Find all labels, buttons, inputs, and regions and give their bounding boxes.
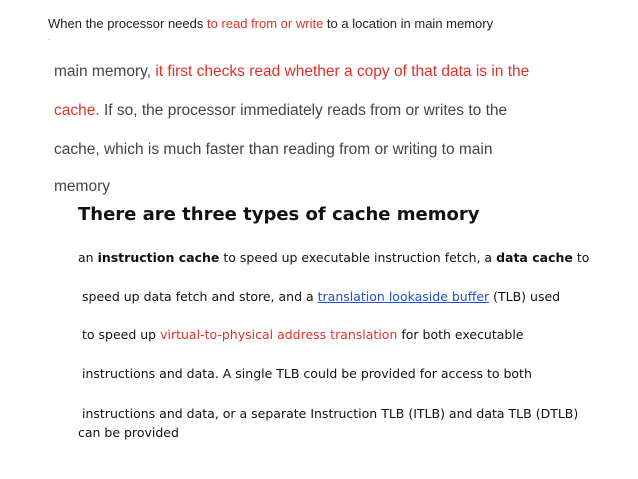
p2-l3-text-c: for both executable: [397, 327, 524, 342]
paragraph2-line1: [78, 250, 589, 265]
p2-l1-text-a: an: [78, 250, 98, 265]
header-mark: .: [48, 32, 51, 42]
p2-l2-text-a: speed up data fetch and store, and a: [82, 289, 318, 304]
p2-l1-text-c: to speed up executable instruction fetch, a: [219, 250, 497, 265]
p2-l1-text-e: to: [572, 250, 590, 265]
p1-l1-text: main memory,: [54, 63, 156, 80]
p1-l1-highlight: it first checks read whether a copy of that data is in the: [155, 63, 530, 80]
paragraph2-line2: [82, 289, 560, 304]
paragraph1-line2: [54, 102, 507, 120]
paragraph1-line3: cache, which is much faster than reading from or writing to main: [54, 141, 493, 158]
paragraph2-line6: can be provided: [78, 425, 179, 440]
paragraph1-line4: memory: [54, 178, 110, 195]
p2-l2-text-c: (TLB) used: [489, 289, 561, 304]
tlb-link[interactable]: translation lookaside buffer: [317, 289, 490, 304]
paragraph2-line4: instructions and data. A single TLB could be provided for access to both: [82, 366, 532, 381]
address-translation-highlight: virtual-to-physical address translation: [160, 327, 398, 342]
header-line: [48, 16, 493, 31]
p2-l3-text-a: to speed up: [82, 327, 161, 342]
header-text-highlight: to read from or write: [206, 16, 324, 31]
p1-l2-highlight: cache.: [54, 102, 100, 119]
header-text-c: to a location in main memory: [323, 16, 494, 31]
paragraph1-line1: [54, 63, 529, 81]
data-cache-term: data cache: [496, 250, 573, 265]
instruction-cache-term: instruction cache: [97, 250, 220, 265]
paragraph2-line3: [82, 327, 524, 342]
paragraph2-line5: instructions and data, or a separate Instruction TLB (ITLB) and data TLB (DTLB): [82, 406, 579, 421]
p1-l2-text: If so, the processor immediately reads from or writes to the: [99, 102, 508, 119]
section-heading: There are three types of cache memory: [78, 204, 480, 225]
header-text-a: When the processor needs: [48, 16, 207, 31]
